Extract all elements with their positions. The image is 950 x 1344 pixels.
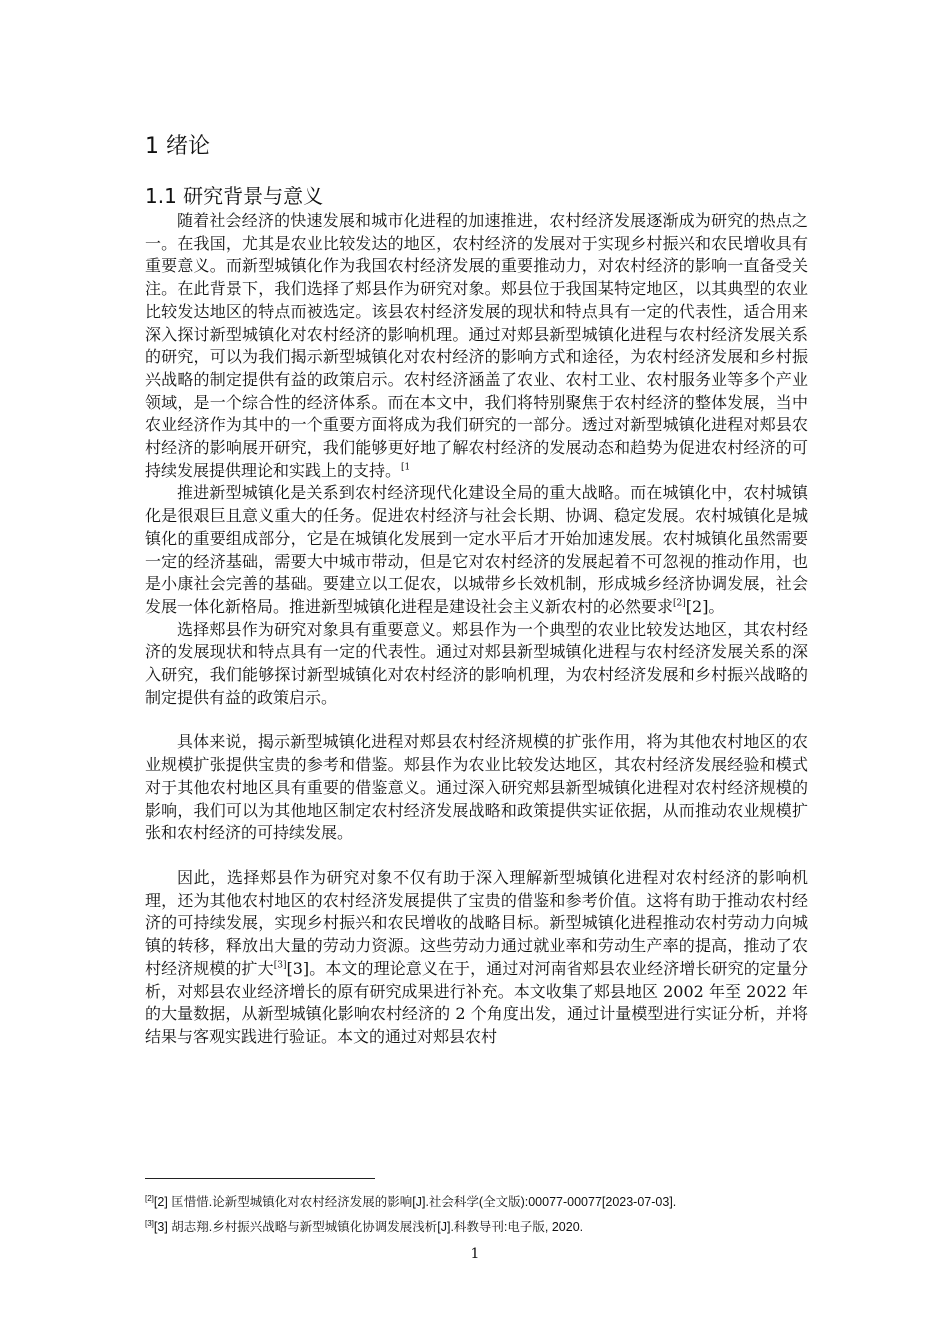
- footnote-reference[interactable]: [3]: [273, 960, 287, 971]
- footnote-mark: [2]: [145, 1194, 154, 1203]
- paragraph-text: 随着社会经济的快速发展和城市化进程的加速推进，农村经济发展逐渐成为研究的热点之一。在我国，尤其是农业比较发达的地区，农村经济的发展对于实现乡村振兴和农民增收具有重要意义。而新型城镇化作为我国农村经济发展的重要推动力，对农村经济的影响一直备受关注。在此背景下，我们选择了郏县作为研究对象。郏县位于我国某特定地区，以其典型的农业比较发达地区的特点而被选定。该县农村经济发展的现状和特点具有一定的代表性，适合用来深入探讨新型城镇化对农村经济的影响机理。通过对郏县新型城镇化进程与农村经济发展关系的研究，可以为我们揭示新型城镇化对农村经济的影响方式和途径，为农村经济发展和乡村振兴战略的制定提供有益的政策启示。农村经济涵盖了农业、农村工业、农村服务业等多个产业领域，是一个综合性的经济体系。而在本文中，我们将特别聚焦于农村经济的整体发展，当中农业经济作为其中的一个重要方面将成为我们研究的一部分。透过对新型城镇化进程对郏县农村经济的影响展开研究，我们能够更好地了解农村经济的发展动态和趋势为促进农村经济的可持续发展提供理论和实践上的支持。: [145, 211, 808, 480]
- paragraph-text: 因此，选择郏县作为研究对象不仅有助于深入理解新型城镇化进程对农村经济的影响机理，还为其他农村地区的农村经济发展提供了宝贵的借鉴和参考价值。这将有助于推动农村经济的可持续发展，实现乡村振兴和农民增收的战略目标。新型城镇化进程推动农村劳动力向城镇的转移，释放出大量的劳动力资源。这些劳动力通过就业率和劳动生产率的提高，推动了农村经济规模的扩大: [145, 867, 808, 978]
- footnote-reference[interactable]: [2]: [673, 598, 686, 609]
- footnote-text: [2] 匡惜惜.论新型城镇化对农村经济发展的影响[J].社会科学(全文版):00077-00077[2023-07-03].: [153, 1195, 677, 1210]
- citation-marker[interactable]: [1: [401, 462, 411, 473]
- footnotes: [145, 1188, 825, 1238]
- footnote-item: [145, 1188, 825, 1213]
- citation-tail: [2]。: [685, 596, 725, 616]
- footnote-text: [3] 胡志翔.乡村振兴战略与新型城镇化协调发展浅析[J].科教导刊:电子版, 2020.: [153, 1220, 584, 1235]
- paragraph-background: [145, 210, 808, 482]
- paragraph-text-continued: [3]。本文的理论意义在于，通过对河南省郏县农业经济增长研究的定量分析，对郏县农业经济增长的原有研究成果进行补充。本文收集了郏县地区 2002 年至 2022 年的大量数据，从新型城镇化影响农村经济的 2 个角度出发，通过计量模型进行实证分析，并将结果与客观实践进行验证。本文的通过对郏县农村: [145, 958, 808, 1046]
- page-number: 1: [470, 1246, 480, 1262]
- paragraph-urbanization-strategy: [145, 482, 808, 618]
- paragraph-conclusion: [145, 867, 808, 1049]
- paragraph-study-significance: 选择郏县作为研究对象具有重要意义。郏县作为一个典型的农业比较发达地区，其农村经济的发展现状和特点具有一定的代表性。通过对郏县新型城镇化进程与农村经济发展关系的深入研究，我们能够探讨新型城镇化对农村经济的影响机理，为农村经济发展和乡村振兴战略的制定提供有益的政策启示。: [145, 619, 808, 707]
- paragraph-text: 推进新型城镇化是关系到农村经济现代化建设全局的重大战略。而在城镇化中，农村城镇化是很艰巨且意义重大的任务。促进农村经济与社会长期、协调、稳定发展。农村城镇化是城镇化的重要组成部分，它是在城镇化发展到一定水平后才开始加速发展。农村城镇化虽然需要一定的经济基础，需要大中城市带动，但是它对农村经济的发展起着不可忽视的推动作用，也是小康社会完善的基础。要建立以工促农，以城带乡长效机制，形成城乡经济协调发展，社会发展一体化新格局。推进新型城镇化进程是建设社会主义新农村的必然要求: [145, 483, 808, 616]
- body-content: [145, 130, 808, 1049]
- footnote-item: [145, 1213, 825, 1238]
- footnote-mark: [3]: [145, 1219, 154, 1229]
- paragraph-specifics: 具体来说，揭示新型城镇化进程对郏县农村经济规模的扩张作用，将为其他农村地区的农业规模扩张提供宝贵的参考和借鉴。郏县作为农业比较发达地区，其农村经济发展经验和模式对于其他农村地区具有重要的借鉴意义。通过深入研究郏县新型城镇化进程对农村经济规模的影响，我们可以为其他地区制定农村经济发展战略和政策提供实证依据，从而推动农业规模扩张和农村经济的可持续发展。: [145, 732, 808, 843]
- section-heading: 1.1 研究背景与意义: [145, 184, 324, 208]
- footnote-separator: [145, 1178, 375, 1179]
- chapter-heading: 1 绪论: [145, 134, 210, 159]
